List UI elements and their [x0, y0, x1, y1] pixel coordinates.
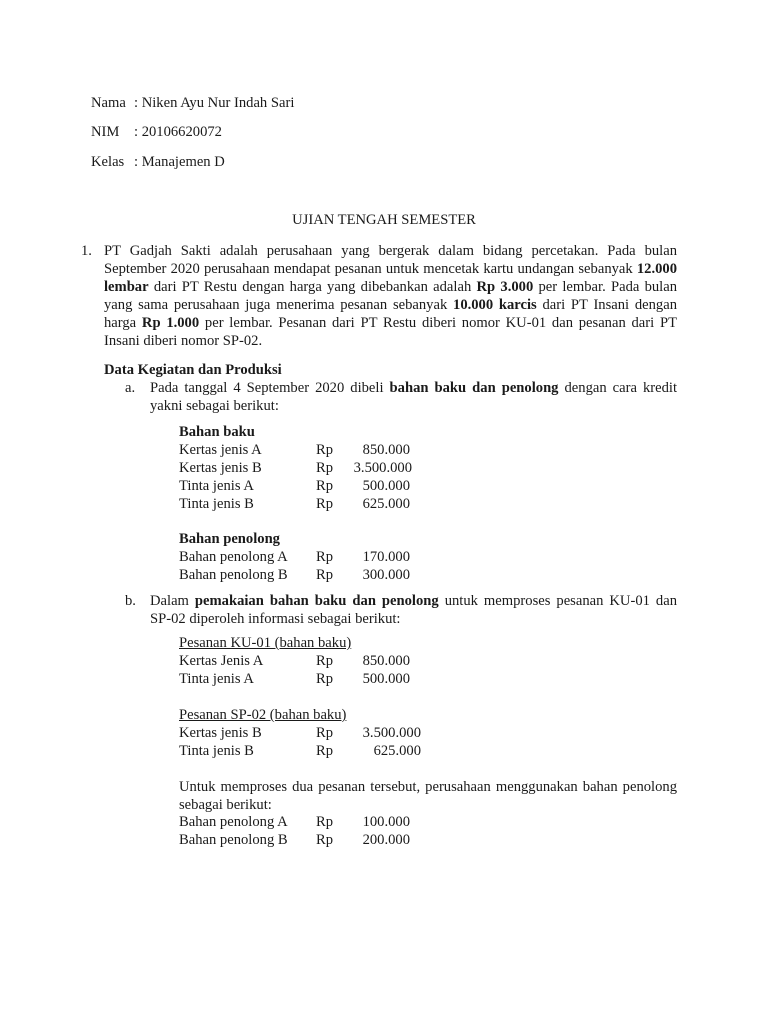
list-item-name: Bahan penolong B [179, 567, 288, 583]
item-b-marker: b. [125, 593, 136, 609]
sp02-title: Pesanan SP-02 (bahan baku) [179, 707, 347, 723]
list-item-value: 100.000 [362, 814, 410, 830]
list-item-currency: Rp [316, 567, 334, 583]
item-a-paragraph: Pada tanggal 4 September 2020 dibeli bahan baku dan penolong dengan cara kredit yakni sebagai berikut: [150, 380, 678, 414]
list-item-currency: Rp [316, 743, 334, 759]
item-a-marker: a. [125, 380, 136, 396]
class-value: : Manajemen D [134, 154, 225, 170]
list-item-value: 300.000 [362, 567, 410, 583]
list-item-name: Tinta jenis A [179, 671, 254, 687]
section-title: Data Kegiatan dan Produksi [104, 362, 282, 378]
list-item-name: Kertas jenis A [179, 442, 262, 458]
list-item-value: 625.000 [362, 496, 410, 512]
list-item-name: Kertas Jenis A [179, 653, 264, 669]
ku01-title: Pesanan KU-01 (bahan baku) [179, 635, 352, 651]
list-item-currency: Rp [316, 496, 334, 512]
list-item-value: 170.000 [362, 549, 410, 565]
list-item-currency: Rp [316, 832, 334, 848]
name-label: Nama [91, 95, 126, 111]
item-b-paragraph: Dalam pemakaian bahan baku dan penolong untuk memproses pesanan KU-01 dan SP-02 diperoleh informasi sebagai berikut: [150, 593, 677, 627]
list-item-currency: Rp [316, 460, 334, 476]
bahan-penolong-title: Bahan penolong [179, 531, 280, 547]
page-title: UJIAN TENGAH SEMESTER [292, 212, 476, 228]
nim-label: NIM [91, 124, 120, 140]
list-item-value: 200.000 [362, 832, 410, 848]
question-number: 1. [81, 243, 92, 259]
class-label: Kelas [91, 154, 125, 170]
list-item-name: Tinta jenis B [179, 496, 254, 512]
list-item-currency: Rp [316, 814, 334, 830]
list-item-currency: Rp [316, 671, 334, 687]
list-item-value: 625.000 [373, 743, 421, 759]
list-item-value: 3.500.000 [362, 725, 421, 741]
list-item-value: 3.500.000 [353, 460, 412, 476]
question-paragraph: PT Gadjah Sakti adalah perusahaan yang bergerak dalam bidang percetakan. Pada bulan September 2020 perusahaan mendapat pesanan untuk mencetak kartu undangan sebanyak 12.000 lembar dari PT Restu dengan harga yang dibebankan adalah Rp 3.000 per lembar. Pada bulan yang sama perusahaan juga menerima pesanan sebanyak 10.000 karcis dari PT Insani dengan harga Rp 1.000 per lembar. Pesanan dari PT Restu diberi nomor KU-01 dan pesanan dari PT Insani diberi nomor SP-02. [104, 243, 678, 349]
list-item-name: Kertas jenis B [179, 460, 262, 476]
list-item-value: 500.000 [362, 478, 410, 494]
list-item-currency: Rp [316, 478, 334, 494]
list-item-currency: Rp [316, 442, 334, 458]
list-item-value: 850.000 [362, 653, 410, 669]
penolong-paragraph: Untuk memproses dua pesanan tersebut, perusahaan menggunakan bahan penolong sebagai berikut: [179, 779, 677, 813]
list-item-name: Kertas jenis B [179, 725, 262, 741]
list-item-currency: Rp [316, 549, 334, 565]
list-item-value: 850.000 [362, 442, 410, 458]
list-item-name: Bahan penolong A [179, 814, 288, 830]
list-item-name: Tinta jenis B [179, 743, 254, 759]
list-item-currency: Rp [316, 653, 334, 669]
bahan-baku-title: Bahan baku [179, 424, 255, 440]
list-item-name: Tinta jenis A [179, 478, 254, 494]
nim-value: : 20106620072 [134, 124, 222, 140]
name-value: : Niken Ayu Nur Indah Sari [134, 95, 295, 111]
list-item-value: 500.000 [362, 671, 410, 687]
list-item-currency: Rp [316, 725, 334, 741]
list-item-name: Bahan penolong B [179, 832, 288, 848]
list-item-name: Bahan penolong A [179, 549, 288, 565]
